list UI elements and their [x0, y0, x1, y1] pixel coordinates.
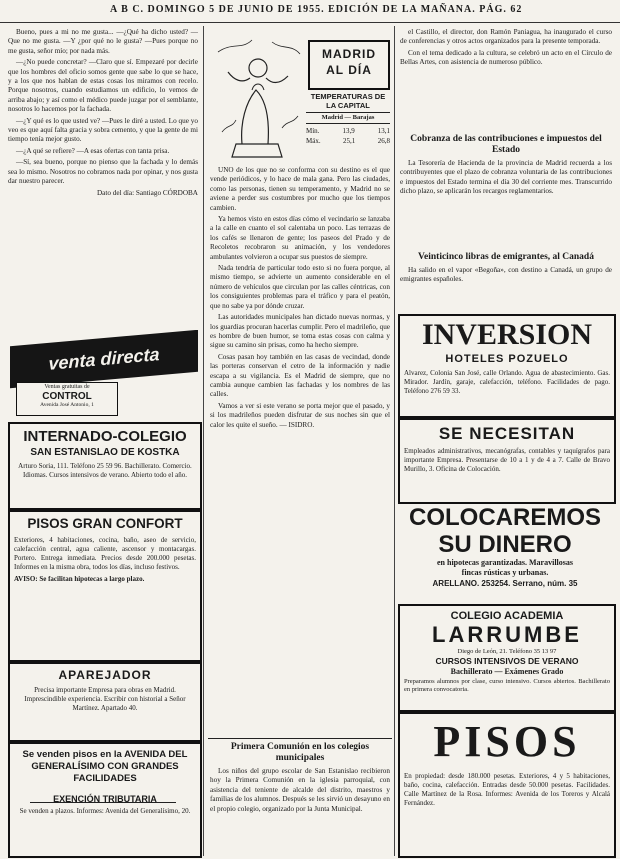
primera-comunion-article — [210, 742, 390, 854]
control-banner-text: venta directa — [48, 344, 160, 374]
larrumbe-title2: LARRUMBE — [432, 622, 582, 647]
larrumbe-address: Diego de León, 21. Teléfono 35 13 97 — [457, 648, 557, 655]
avenida-rule — [30, 802, 176, 803]
aparejador-title: APAREJADOR — [58, 668, 152, 682]
col1-article — [8, 28, 198, 340]
col2-paragraph: Nada tendría de particular todo esto si no fuera porque, al mismo tiempo, se advierte un aumento considerable en el número de vehículos que circulan por las calles céntricas, con los consiguientes problemas para el tráfico y para el peatón, que no sabe ya por dónde cruzar. — [210, 264, 390, 310]
inversion-body: Alvarez, Colonia San José, calle Orlando. Agua de abastecimiento. Gas. Mirador. Jardín, garaje, calefacción, teléfono. Facilidades de pago. Teléfono 276 59 33. — [404, 369, 610, 395]
pisos-confort-title: PISOS GRAN CONFORT — [27, 516, 183, 531]
column-divider — [203, 26, 204, 856]
avenida-exencion: EXENCIÓN TRIBUTARIA — [53, 794, 157, 804]
aparejador-body: Precisa importante Empresa para obras en Madrid. Imprescindible experiencia. Escribir con historial a Señor Martínez. Apartado 40. — [24, 686, 186, 712]
col2-paragraph: Vamos a ver si este verano se porta mejor que el pasado, y si los madrileños pueden disfrutar de sus noches sin que el calor les quite el sueño. — ISIDRO. — [210, 401, 390, 429]
veinticinco-article — [400, 252, 612, 312]
ad-inversion — [398, 314, 616, 418]
internado-body: Arturo Soria, 111. Teléfono 25 59 96. Bachillerato. Comercio. Idiomas. Cursos intensivos de verano. Abierto todo el año. — [18, 462, 192, 479]
ad-control — [10, 330, 198, 418]
header-text: A B C. DOMINGO 5 DE JUNIO DE 1955. EDICIÓN DE LA MAÑANA. PÁG. 62 — [110, 4, 523, 15]
inversion-title: INVERSION — [421, 318, 593, 351]
su-dinero-title: SU DINERO — [438, 531, 572, 558]
avenida-body: Se venden a plazos. Informes: Avenida del Generalísimo, 20. — [19, 807, 191, 815]
ad-aparejador — [8, 662, 202, 742]
pisos-title: PISOS — [433, 717, 581, 766]
cobranza-article — [400, 134, 612, 250]
control-brand: CONTROL — [42, 391, 92, 402]
temp-value: 25,1 — [343, 137, 356, 145]
avenida-text: Se venden pisos en la AVENIDA DEL GENERALÍSIMO CON GRANDES FACILIDADES — [22, 749, 188, 784]
col1-signature: Dato del día: Santiago CÓRDOBA — [96, 188, 198, 197]
col1-paragraph: —Sí, sea bueno, porque no pienso que la fachada y lo demás sea lo mismo. Nosotros no cobramos nada por opinar, y nos gusta dar nuestro parecer. — [8, 158, 198, 186]
col2-paragraph: UNO de los que no se conforma con su destino es el que vende periódicos, y lo hace de mala gana. Pero las ciudades, como las personas, tienen su temperamento, y Madrid no se aviene a perder sus costumbres por mucho que los tiempos cambien. — [210, 166, 390, 212]
internado-subtitle: SAN ESTANISLAO DE KOSTKA — [30, 447, 180, 458]
col2-paragraph: Las autoridades municipales han dictado nuevas normas, y los guardias procuran hacerlas cumplir. Pero el madrileño, que es hombre de buen humor, se toma estas cosas con calma y sigue su camino sin prisas, como ha hecho siempre. — [210, 313, 390, 350]
ad-larrumbe — [398, 604, 616, 712]
colocaremos-line2: fincas rústicas y urbanas. — [461, 568, 549, 577]
madrid-title: MADRID — [322, 47, 376, 61]
colocaremos-title: COLOCAREMOS — [409, 504, 601, 531]
temp-value: 13,9 — [342, 127, 355, 135]
column-divider — [394, 26, 395, 856]
larrumbe-cursos: CURSOS INTENSIVOS DE VERANO — [435, 656, 579, 666]
larrumbe-title1: COLEGIO ACADEMIA — [450, 610, 564, 622]
colocaremos-line1: en hipotecas garantizadas. Maravillosas — [437, 558, 573, 567]
control-sub: Ventas gratuitas de — [44, 384, 90, 390]
col2-paragraph: Cosas pasan hoy también en las casas de vecindad, donde las porteras conservan el cetro de la información y nadie escapa a su vigilancia. Es el Madrid de siempre, que no cambia aunque cambien las fachadas y los nombres de las calles. — [210, 352, 390, 399]
cobranza-title: Cobranza de las contribuciones e impuestos del Estado — [410, 134, 602, 155]
temp-label: Mín. — [306, 127, 320, 135]
cobranza-body: La Tesorería de Hacienda de la provincia de Madrid recuerda a los contribuyentes que el plazo de cobranza voluntaria de las contribuciones e impuestos del Estado termina el día 30 del corriente mes. Transcurrido dicho plazo, se aplicarán los recargos reglamentarios. — [400, 159, 612, 196]
larrumbe-body: Preparamos alumnos por clase, curso intensivo. Cursos abiertos. Bachillerato en primera convocatoria. — [404, 678, 610, 693]
col2-article — [210, 166, 390, 612]
primera-comunion-title: Primera Comunión en los colegios municipales — [230, 742, 370, 763]
col1-paragraph: Bueno, pues a mi no me gusta... —¿Qué ha dicho usted? —Que no me gusta. —Y ¿por qué no le gusta? —Pues porque no me gusta, señor mío; por nada más. — [8, 28, 198, 55]
pisos-confort-aviso: AVISO: Se facilitan hipotecas a largo plazo. — [14, 575, 145, 583]
ad-necesitan — [398, 418, 616, 504]
ad-internado — [8, 422, 202, 510]
control-banner — [10, 330, 198, 388]
ad-pisos-confort — [8, 510, 202, 662]
veinticinco-title: Veinticinco libras de emigrantes, al Canadá — [418, 252, 594, 262]
col3-paragraph: Con el tema dedicado a la cultura, se celebró un acto en el Círculo de Bellas Artes, con asistencia de numeroso público. — [400, 48, 612, 67]
necesitan-body: Empleados administrativos, mecanógrafas, contables y taquígrafos para importante Empresa. Presentarse de 10 a 1 y de 4 a 7. Calle de Bravo Murillo, 3. Oficina de Colocación. — [404, 447, 610, 473]
statue-illustration — [212, 32, 304, 162]
control-address: Avenida José Antonio, 1 — [40, 402, 94, 408]
pisos-confort-body: Exteriores, 4 habitaciones, cocina, baño, aseo de servicio, calefacción central, agua caliente, ascensor y montacargas. Portero. Entrega inmediata. Precios desde 200.000 pesetas. Informes en la misma obra, todos los días, incluso festivos. — [14, 536, 196, 571]
col1-paragraph: —¿Y qué es lo que usted ve? —Pues le diré a usted. Lo que yo veo es que aquí falta gracia y sobra cemento, y que la gente de mi tiempo tenía mejor gusto. — [8, 116, 198, 144]
col3-top-article — [400, 28, 612, 132]
temperatures-box — [306, 92, 390, 156]
primera-comunion-body: Los niños del grupo escolar de San Estanislao recibieron hoy la Primera Comunión en la iglesia parroquial, con asistencia del teniente de alcalde del distrito, maestros y familias de los alumnos. Después se les sirvió un desayuno en el propio colegio, organizado por la Junta Municipal. — [210, 767, 390, 813]
col2-paragraph: Ya hemos visto en estos días cómo el vecindario se lanzaba a la calle en cuanto el sol calentaba un poco. Las terrazas de los cafés se llenaron de gente; los paseos del Prado y de Recoletos recobraron su animación, y los vendedores ambulantes volvieron a ocupar sus puestos de siempre. — [210, 215, 390, 261]
madrid-al-dia-box — [308, 40, 390, 90]
col1-paragraph: —¿No puede concretar? —Claro que sí. Empezaré por decirle que los hombres del oficio somos gente que sabe lo que se hace, y a los que nos hablan de estas cosas los miramos con recelo. Porque nosotros, cuando estudiamos un edificio, lo vemos de arriba abajo; y así como el médico puede juzgar por el semblante, nosotros lo hacemos por la fachada. — [8, 58, 198, 114]
temp-value: 13,1 — [377, 127, 390, 135]
ad-avenida — [8, 742, 202, 858]
section-rule — [208, 738, 392, 739]
internado-title: INTERNADO-COLEGIO — [23, 428, 187, 445]
colocaremos-contact: ARELLANO. 253254. Serrano, núm. 35 — [432, 579, 578, 588]
al-dia-title: AL DÍA — [326, 63, 372, 77]
temperatures-row — [306, 126, 390, 136]
ad-colocaremos — [398, 504, 612, 600]
control-label-box — [16, 382, 118, 416]
temperatures-title: TEMPERATURAS DE LA CAPITAL — [310, 92, 386, 110]
pisos-body: En propiedad: desde 180.000 pesetas. Exteriores, 4 y 5 habitaciones, baño, cocina, calefacción. Entradas desde 50.000 pesetas. Facilidades. Calle Martínez de la Rosa. Informes: Avenida de los Toreros y Alcalá Fernández. — [404, 772, 610, 807]
temperatures-cities: Madrid — Barajas — [306, 112, 390, 124]
col3-paragraph: el Castillo, el director, don Ramón Paniagua, ha inaugurado el curso de conferencias y otros actos organizados para la presente temporada. — [400, 28, 612, 46]
temp-value: 26,8 — [377, 137, 390, 145]
statue-drawing-icon — [212, 32, 304, 162]
ad-pisos — [398, 712, 616, 858]
inversion-subtitle: HOTELES POZUELO — [445, 353, 569, 365]
page-header — [0, 0, 620, 23]
necesitan-title: SE NECESITAN — [438, 424, 576, 443]
temperatures-row — [306, 136, 390, 146]
veinticinco-body: Ha salido en el vapor «Begoña», con destino a Canadá, un grupo de emigrantes españoles. — [400, 266, 612, 284]
larrumbe-bach: Bachillerato — Exámenes Grado — [450, 667, 564, 676]
temp-label: Máx. — [306, 137, 321, 145]
col1-paragraph: —¿A qué se refiere? —A esas ofertas con tanta prisa. — [16, 146, 170, 155]
